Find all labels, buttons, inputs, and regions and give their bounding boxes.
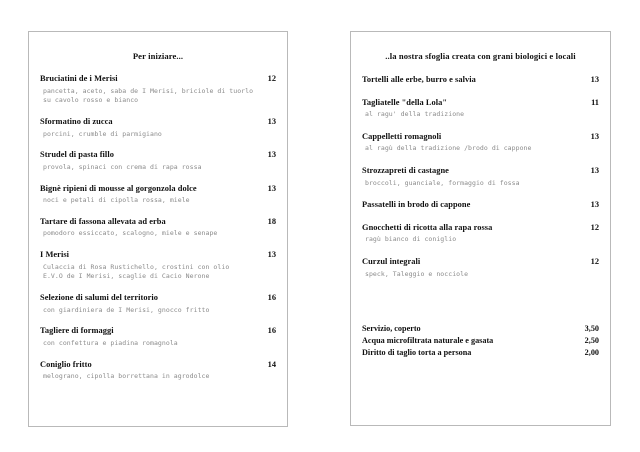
menu-item-name: Strozzapreti di castagne bbox=[362, 166, 449, 175]
menu-item bbox=[40, 150, 276, 172]
menu-item-description bbox=[362, 179, 599, 189]
menu-item-name: Tagliatelle "della Lola" bbox=[362, 97, 448, 107]
menu-item-price: 13 bbox=[590, 200, 599, 210]
menu-item-name: Gnocchetti di ricotta alla rapa rossa bbox=[362, 222, 493, 232]
charge-label: Acqua microfiltrata naturale e gasata bbox=[362, 336, 494, 346]
menu-item-description bbox=[40, 87, 276, 107]
menu-item bbox=[40, 117, 276, 139]
menu-item-price: 12 bbox=[590, 222, 599, 232]
menu-item-head bbox=[40, 217, 276, 228]
menu-item-description bbox=[40, 163, 276, 173]
menu-item-head bbox=[362, 166, 599, 177]
menu-item-name: Curzul integrali bbox=[362, 257, 421, 266]
menu-item-description-line: con giardiniera de I Merisi, gnocco fritto bbox=[43, 305, 210, 314]
menu-item-head bbox=[362, 200, 599, 211]
menu-item-name: I Merisi bbox=[40, 250, 70, 259]
menu-item-price: 11 bbox=[591, 97, 599, 107]
menu-item-price: 13 bbox=[267, 183, 276, 193]
menu-item-description-line: broccoli, guanciale, formaggio di fossa bbox=[365, 178, 520, 187]
menu-item bbox=[362, 132, 599, 154]
charge-row bbox=[362, 347, 599, 359]
menu-item-head bbox=[40, 293, 276, 304]
menu-item-description-line: porcini, crumble di parmigiano bbox=[43, 129, 162, 138]
menu-item-description-line: speck, Taleggio e nocciole bbox=[365, 269, 469, 278]
menu-item-price: 16 bbox=[267, 326, 276, 336]
menu-item bbox=[40, 360, 276, 382]
menu-item-price: 13 bbox=[590, 166, 599, 175]
menu-item-description bbox=[40, 229, 276, 239]
charge-label: Diritto di taglio torta a persona bbox=[362, 348, 472, 358]
menu-item bbox=[362, 200, 599, 211]
menu-item-name: Tagliere di formaggi bbox=[40, 326, 114, 336]
menu-item-head bbox=[40, 150, 276, 161]
menu-item-description bbox=[40, 130, 276, 140]
menu-item-description-line: pancetta, aceto, saba de I Merisi, briciole di tuorlo bbox=[43, 86, 254, 95]
menu-item-name: Coniglio fritto bbox=[40, 359, 92, 369]
menu-item-description bbox=[40, 339, 276, 349]
menu-item-description-line: ragù bianco di coniglio bbox=[365, 235, 457, 244]
menu-item-price: 14 bbox=[267, 359, 276, 369]
menu-item-name: Sformatino di zucca bbox=[40, 117, 113, 126]
menu-item bbox=[40, 326, 276, 348]
menu-item-name: Strudel di pasta fillo bbox=[40, 150, 114, 160]
menu-item-description bbox=[40, 263, 276, 283]
menu-item bbox=[40, 184, 276, 206]
charge-label: Servizio, coperto bbox=[362, 324, 421, 334]
menu-item bbox=[362, 98, 599, 120]
menu-item-description-line: al ragù della tradizione /brodo di cappone bbox=[365, 144, 532, 153]
charge-price: 2,00 bbox=[584, 348, 599, 358]
panel-spacer bbox=[362, 279, 599, 323]
menu-item bbox=[40, 217, 276, 239]
menu-item-price: 13 bbox=[590, 75, 599, 84]
menu-item-description-line: con confettura e piadina romagnola bbox=[43, 338, 178, 347]
menu-item-description bbox=[362, 270, 599, 280]
menu-item bbox=[40, 250, 276, 282]
menu-item-head bbox=[362, 75, 599, 86]
menu-item bbox=[362, 166, 599, 188]
menu-item-description bbox=[362, 110, 599, 120]
menu-item-price: 13 bbox=[267, 117, 276, 126]
menu-item-price: 16 bbox=[267, 293, 276, 302]
pasta-panel bbox=[350, 31, 611, 426]
menu-item-description-line: noci e petali di cipolla rossa, miele bbox=[43, 196, 190, 204]
menu-item-description-line: E.V.O de I Merisi, scaglie di Cacio Nerone bbox=[43, 272, 210, 281]
menu-item-price: 13 bbox=[590, 131, 599, 141]
menu-item-head bbox=[40, 117, 276, 128]
menu-item-head bbox=[40, 326, 276, 337]
menu-item-price: 13 bbox=[267, 250, 276, 259]
menu-item-description-line: provola, spinaci con crema di rapa rossa bbox=[43, 162, 202, 171]
charge-price: 3,50 bbox=[584, 324, 599, 334]
menu-item-price: 18 bbox=[267, 216, 276, 226]
menu-item bbox=[362, 257, 599, 279]
menu-item-description bbox=[362, 235, 599, 245]
menu-item-name: Selezione di salumi del territorio bbox=[40, 293, 158, 302]
charges-list bbox=[362, 323, 599, 415]
menu-item-description bbox=[40, 196, 276, 206]
menu-item-head bbox=[40, 74, 276, 85]
menu-item-name: Passatelli in brodo di cappone bbox=[362, 200, 471, 210]
pasta-section-title: ..la nostra sfoglia creata con grani biologici e locali bbox=[385, 51, 576, 61]
menu-item-name: Cappelletti romagnoli bbox=[362, 131, 442, 141]
menu-item-price: 12 bbox=[590, 257, 599, 266]
starters-section-title: Per iniziare... bbox=[132, 51, 184, 61]
menu-item bbox=[40, 293, 276, 315]
menu-item-head bbox=[362, 223, 599, 234]
menu-item-name: Bignè ripieni di mousse al gorgonzola dolce bbox=[40, 183, 197, 193]
menu-item-head bbox=[362, 132, 599, 143]
menu-item-description bbox=[362, 144, 599, 154]
menu-item bbox=[362, 223, 599, 245]
menu-item-description bbox=[40, 372, 276, 382]
menu-item-head bbox=[362, 98, 599, 109]
charge-row bbox=[362, 323, 599, 335]
menu-item-description-line: al ragu' della tradizione bbox=[365, 110, 465, 118]
menu-item-name: Tortelli alle erbe, burro e salvia bbox=[362, 75, 476, 84]
menu-item-head bbox=[40, 250, 276, 261]
menu-item-head bbox=[40, 360, 276, 371]
menu-item-head bbox=[40, 184, 276, 195]
menu-item-head bbox=[362, 257, 599, 268]
menu-item-name: Tartare di fassona allevata ad erba bbox=[40, 216, 166, 226]
charge-row bbox=[362, 335, 599, 347]
menu-item-description-line: pomodoro essiccato, scalogno, miele e senape bbox=[43, 229, 218, 238]
menu-item bbox=[40, 74, 276, 106]
starters-panel bbox=[28, 31, 288, 427]
menu-item-name: Bruciatini de i Merisi bbox=[40, 74, 118, 83]
menu-item-price: 13 bbox=[267, 150, 276, 160]
menu-item bbox=[362, 75, 599, 86]
menu-item-description-line: Culaccia di Rosa Rustichello, crostini con olio bbox=[43, 262, 230, 271]
starters-item-list bbox=[40, 74, 276, 382]
menu-item-description-line: melograno, cipolla borrettana in agrodolce bbox=[43, 372, 210, 380]
menu-item-price: 12 bbox=[267, 74, 276, 83]
menu-item-description-line: su cavolo rosso e bianco bbox=[43, 96, 139, 105]
pasta-item-list bbox=[362, 75, 599, 279]
menu-item-description bbox=[40, 306, 276, 316]
charge-price: 2,50 bbox=[584, 336, 599, 346]
